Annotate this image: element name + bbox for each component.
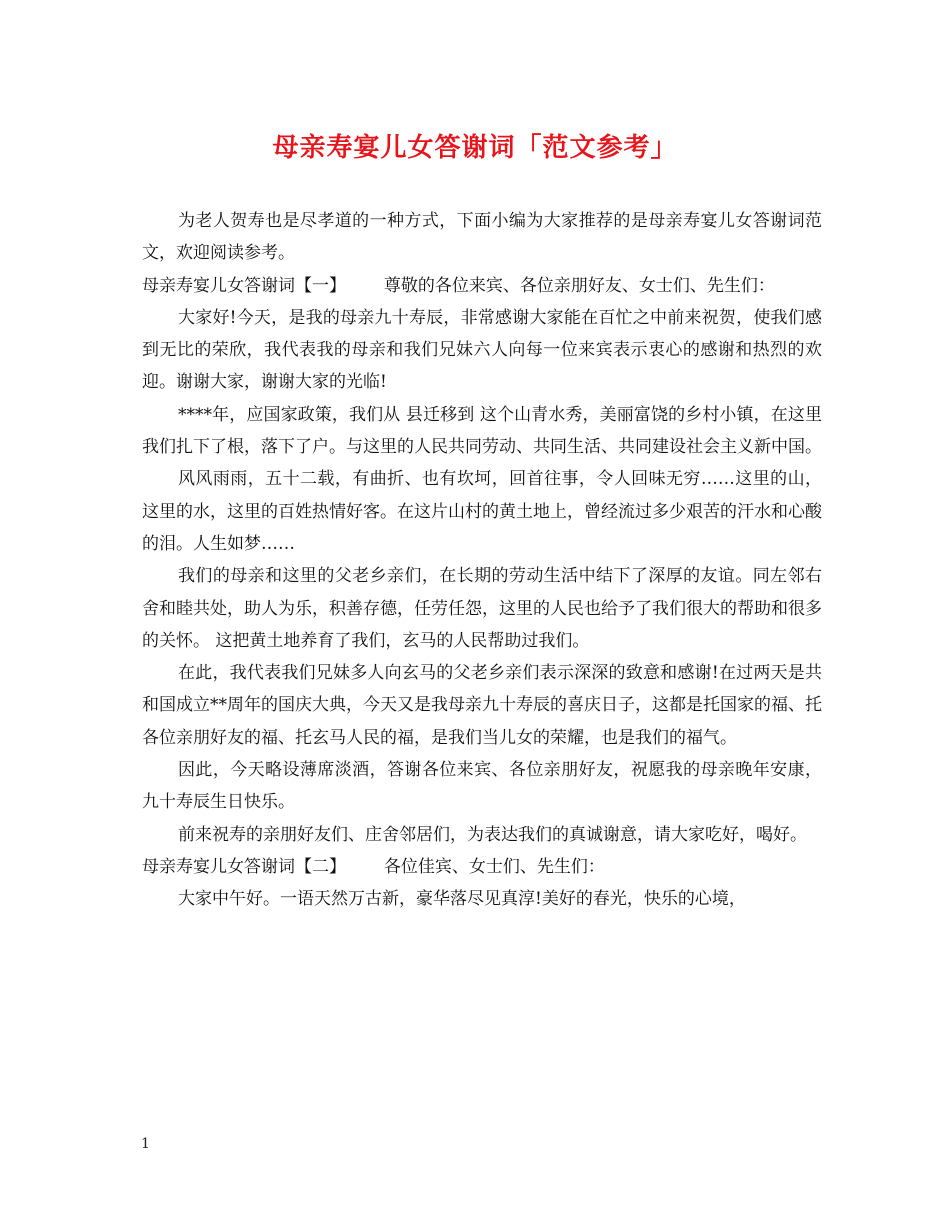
paragraph: 风风雨雨，五十二载，有曲折、也有坎坷，回首往事，令人回味无穷……这里的山，这里的水，这里的百姓热情好客。在这片山村的黄土地上，曾经流过多少艰苦的汗水和心酸的泪。人生如梦…… <box>142 469 822 554</box>
page-number: 1 <box>141 1136 150 1152</box>
paragraph: 前来祝寿的亲朋好友们、庄舍邻居们，为表达我们的真诚谢意，请大家吃好，喝好。 <box>178 824 807 845</box>
document-body <box>142 205 822 916</box>
paragraph-intro: 为老人贺寿也是尽孝道的一种方式，下面小编为大家推荐的是母亲寿宴儿女答谢词范文，欢迎阅读参考。 <box>142 211 822 264</box>
paragraph: 在此，我代表我们兄妹多人向玄马的父老乡亲们表示深深的致意和感谢!在过两天是共和国成立**周年的国庆大典，今天又是我母亲九十寿辰的喜庆日子，这都是托国家的福、托各位亲朋好友的福、托玄马人民的福，是我们当儿女的荣耀，也是我们的福气。 <box>142 663 822 748</box>
paragraph: 我们的母亲和这里的父老乡亲们，在长期的劳动生活中结下了深厚的友谊。同左邻右舍和睦共处，助人为乐，积善存德，任劳任怨，这里的人民也给予了我们很大的帮助和很多的关怀。 这把黄土地养育了我们，玄马的人民帮助过我们。 <box>142 566 822 651</box>
paragraph: ****年，应国家政策，我们从 县迁移到 这个山青水秀，美丽富饶的乡村小镇，在这里我们扎下了根，落下了户。与这里的人民共同劳动、共同生活、共同建设社会主义新中国。 <box>142 404 822 458</box>
section-heading-two: 母亲寿宴儿女答谢词【二】 各位佳宾、女士们、先生们： <box>142 856 605 877</box>
document-title: 母亲寿宴儿女答谢词「范文参考」 <box>272 133 678 163</box>
paragraph: 大家好!今天，是我的母亲九十寿辰，非常感谢大家能在百忙之中前来祝贺，使我们感到无比的荣欣，我代表我的母亲和我们兄妹六人向每一位来宾表示衷心的感谢和热烈的欢迎。谢谢大家，谢谢大家的光临! <box>142 307 822 393</box>
section-heading-one: 母亲寿宴儿女答谢词【一】 尊敬的各位来宾、各位亲朋好友、女士们、先生们： <box>142 275 775 296</box>
paragraph: 因此，今天略设薄席淡酒，答谢各位来宾、各位亲朋好友，祝愿我的母亲晚年安康，九十寿辰生日快乐。 <box>142 760 822 813</box>
paragraph: 大家中午好。一语天然万古新，豪华落尽见真淳!美好的春光，快乐的心境， <box>178 889 746 910</box>
